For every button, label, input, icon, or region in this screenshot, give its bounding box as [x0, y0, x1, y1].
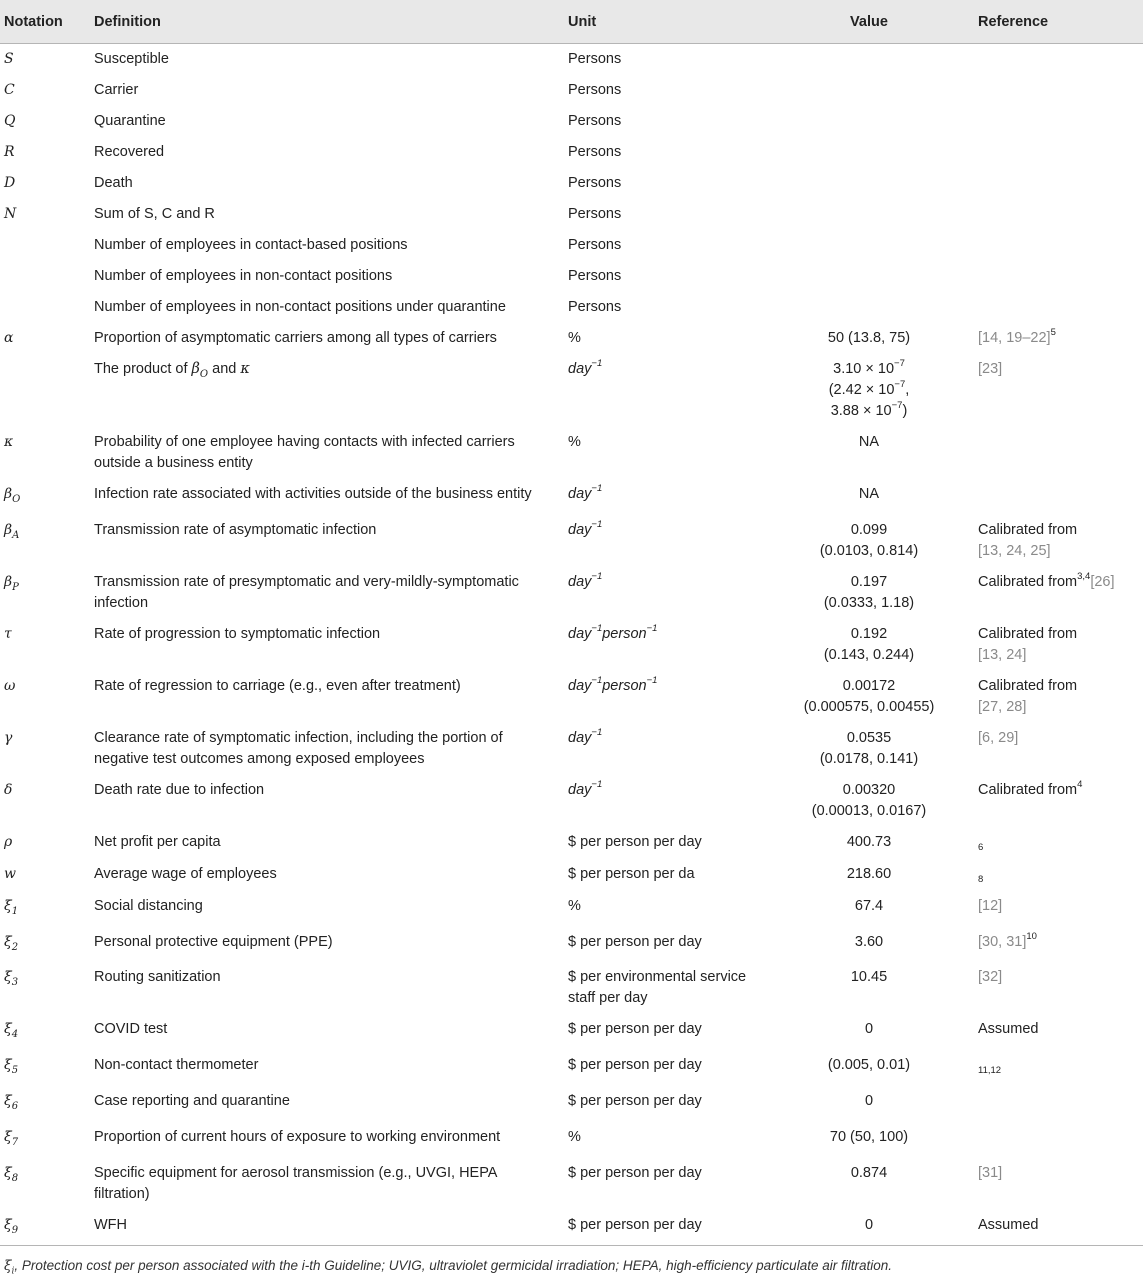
table-footnote	[0, 1246, 1143, 1277]
cell-definition: Probability of one employee having contacts with infected carriers outside a business entity	[94, 434, 515, 471]
cell-notation: $\xi_6$	[4, 1092, 19, 1112]
cell-value	[766, 106, 972, 137]
cell-notation: D	[4, 175, 16, 191]
cell-definition: Clearance rate of symptomatic infection, including the portion of negative test outcomes among exposed employees	[94, 729, 503, 767]
cell-notation: $\beta_P$	[4, 573, 19, 593]
table-row	[0, 292, 1143, 323]
cell-definition: Proportion of current hours of exposure to working environment	[94, 1128, 501, 1145]
cell-definition: Rate of progression to symptomatic infection	[94, 625, 381, 642]
cell-value: 0.00320 (0.00013, 0.0167)	[811, 781, 927, 819]
table-row	[0, 1014, 1143, 1050]
cell-value: NA	[858, 486, 880, 502]
table-row	[0, 962, 1143, 1014]
cell-unit: $ per person per day	[568, 1092, 702, 1109]
cell-value	[766, 75, 972, 106]
cell-definition: Number of employees in contact-based positions	[94, 237, 408, 253]
table-row	[0, 427, 1143, 479]
table-row	[0, 619, 1143, 671]
cell-definition: Carrier	[94, 82, 139, 98]
table-row	[0, 827, 1143, 859]
table-row	[0, 515, 1143, 567]
cell-unit: day$^{-1}$person$^{-1}$	[568, 674, 658, 694]
cell-notation: N	[4, 206, 17, 222]
table-row	[0, 75, 1143, 106]
cell-reference	[972, 137, 1143, 168]
table-row	[0, 671, 1143, 723]
cell-reference: Calibrated from [13, 24, 25]	[978, 521, 1078, 559]
cell-reference	[972, 230, 1143, 261]
header-notation: Notation	[0, 0, 88, 44]
cell-definition: Specific equipment for aerosol transmission (e.g., UVGI, HEPA filtration)	[94, 1164, 497, 1202]
cell-definition: Transmission rate of asymptomatic infection	[94, 521, 377, 538]
table-row	[0, 106, 1143, 137]
cell-unit: $ per person per day	[568, 1021, 702, 1038]
cell-reference: Calibrated from$^{3,4}$[26]	[978, 570, 1115, 590]
table-body	[0, 44, 1143, 1246]
cell-unit: $ per person per day	[568, 933, 702, 950]
cell-reference	[972, 44, 1143, 76]
cell-notation: $\xi_9$	[0, 1210, 88, 1246]
header-definition: Definition	[88, 0, 562, 44]
table-row	[0, 323, 1143, 354]
cell-value: 0	[864, 1092, 874, 1109]
table-row	[0, 891, 1143, 927]
cell-reference	[972, 168, 1143, 199]
table-row	[0, 859, 1143, 891]
cell-unit: day$^{-1}$	[568, 726, 603, 746]
cell-definition: Social distancing	[94, 897, 203, 914]
cell-unit: %	[568, 434, 581, 450]
header-unit: Unit	[562, 0, 766, 44]
cell-definition: Case reporting and quarantine	[94, 1092, 290, 1109]
table-row	[0, 1086, 1143, 1122]
cell-reference	[972, 261, 1143, 292]
cell-value: 3.60	[854, 933, 884, 950]
cell-definition: Routing sanitization	[94, 969, 221, 986]
cell-reference: Calibrated from$^4$	[978, 778, 1083, 798]
table-row	[0, 199, 1143, 230]
cell-unit: Persons	[568, 206, 622, 222]
cell-reference: Assumed	[978, 1021, 1039, 1038]
cell-unit: %	[568, 1128, 581, 1145]
cell-notation	[0, 292, 88, 323]
cell-reference: [31]	[978, 1164, 1003, 1181]
table-row	[0, 168, 1143, 199]
cell-notation: C	[4, 82, 15, 98]
cell-unit: day$^{-1}$	[568, 483, 603, 502]
cell-definition: COVID test	[94, 1021, 168, 1038]
header-row	[0, 0, 1143, 44]
cell-definition: Infection rate associated with activities outside of the business entity	[94, 486, 532, 502]
cell-definition: Susceptible	[94, 51, 169, 67]
cell-value: 0.192 (0.143, 0.244)	[823, 625, 915, 663]
cell-definition: The product of $\beta_O$ and κ	[94, 361, 250, 380]
cell-reference: 8	[978, 873, 984, 885]
cell-notation: α	[4, 330, 14, 346]
cell-definition: WFH	[88, 1210, 562, 1246]
table-row	[0, 567, 1143, 619]
cell-notation: $\xi_3$	[4, 969, 19, 989]
cell-notation	[0, 261, 88, 292]
cell-unit: Persons	[568, 51, 622, 67]
cell-value: 0	[766, 1210, 972, 1246]
table-row	[0, 44, 1143, 76]
cell-unit: Persons	[568, 268, 622, 284]
cell-value	[766, 168, 972, 199]
cell-notation: γ	[4, 729, 13, 746]
cell-unit: Persons	[568, 299, 622, 315]
cell-value: 50 (13.8, 75)	[827, 330, 911, 346]
cell-reference: Assumed	[972, 1210, 1143, 1246]
cell-notation: Q	[4, 113, 16, 129]
cell-value: (0.005, 0.01)	[827, 1057, 911, 1074]
cell-reference: [23]	[978, 361, 1003, 377]
cell-reference	[972, 106, 1143, 137]
table-row	[0, 1210, 1143, 1246]
cell-unit: $ per person per day	[568, 1164, 702, 1181]
cell-value	[766, 199, 972, 230]
cell-reference: Calibrated from [27, 28]	[978, 677, 1078, 715]
cell-reference	[972, 199, 1143, 230]
cell-definition: Death	[94, 175, 133, 191]
cell-unit: Persons	[568, 82, 622, 98]
cell-value: 10.45	[850, 969, 888, 986]
cell-reference	[972, 292, 1143, 323]
cell-notation	[0, 230, 88, 261]
cell-reference: 11,12	[978, 1065, 1002, 1077]
cell-definition: Proportion of asymptomatic carriers among all types of carriers	[94, 330, 497, 346]
cell-definition: Rate of regression to carriage (e.g., even after treatment)	[94, 677, 461, 694]
table-row	[0, 927, 1143, 963]
cell-definition: Recovered	[94, 144, 165, 160]
table-row	[0, 1122, 1143, 1158]
cell-unit: day$^{-1}$	[568, 570, 603, 590]
cell-reference: 6	[978, 841, 984, 853]
table-row	[0, 775, 1143, 827]
cell-reference	[972, 75, 1143, 106]
table-row	[0, 261, 1143, 292]
cell-unit: $ per person per day	[562, 1210, 766, 1246]
cell-reference: [14, 19–22]$^5$	[978, 327, 1056, 346]
table-row	[0, 479, 1143, 515]
cell-notation: $\xi_4$	[4, 1021, 19, 1041]
cell-reference: [32]	[978, 969, 1003, 986]
footnote-text: $\xi_i$, Protection cost per person associated with the i-th Guideline; UVIG, ultraviolet germicidal irradiation; HEPA, high-efficiency particulate air filtration.	[4, 1258, 892, 1277]
cell-value: 400.73	[846, 833, 892, 850]
cell-unit: $ per person per day	[568, 833, 702, 850]
cell-value: 0.00172 (0.000575, 0.00455)	[803, 677, 935, 715]
cell-unit: day$^{-1}$	[568, 358, 603, 377]
cell-definition: Quarantine	[94, 113, 166, 129]
table-row	[0, 230, 1143, 261]
table-row	[0, 723, 1143, 775]
table-row	[0, 137, 1143, 168]
cell-value: $3.10 \times 10^{-7}$ ($2.42 \times 10^{-7}$, $3.88 \times 10^{-7}$)	[828, 358, 910, 419]
cell-value: 0.197 (0.0333, 1.18)	[823, 573, 915, 611]
cell-reference	[972, 1086, 1143, 1122]
header-value: Value	[766, 0, 972, 44]
cell-value: 0.099 (0.0103, 0.814)	[819, 521, 919, 559]
cell-notation: $\xi_8$	[4, 1164, 19, 1184]
cell-unit: %	[568, 897, 581, 914]
cell-definition: Sum of S, C and R	[94, 206, 215, 222]
cell-definition: Number of employees in non-contact positions	[94, 268, 393, 284]
table-row	[0, 354, 1143, 427]
cell-notation: w	[4, 865, 16, 882]
header-reference: Reference	[972, 0, 1143, 44]
table-row	[0, 1050, 1143, 1086]
cell-reference: [6, 29]	[978, 729, 1019, 746]
cell-value	[766, 44, 972, 76]
cell-notation: S	[4, 51, 14, 67]
cell-definition: Non-contact thermometer	[94, 1057, 259, 1074]
cell-value: 218.60	[846, 865, 892, 882]
cell-notation: $\xi_1$	[4, 897, 19, 917]
cell-definition: Death rate due to infection	[94, 781, 265, 798]
cell-value	[766, 137, 972, 168]
cell-definition: Personal protective equipment (PPE)	[94, 933, 333, 950]
cell-unit: $ per person per da	[568, 865, 695, 882]
table-header	[0, 0, 1143, 44]
cell-reference	[972, 479, 1143, 515]
cell-notation	[0, 354, 88, 427]
cell-value: 67.4	[854, 897, 884, 914]
cell-value: 70 (50, 100)	[829, 1128, 909, 1145]
cell-value: 0	[864, 1021, 874, 1038]
cell-notation: $\xi_5$	[4, 1057, 19, 1076]
cell-value: 0.0535 (0.0178, 0.141)	[819, 729, 919, 767]
cell-notation: ω	[4, 677, 16, 694]
cell-unit: day$^{-1}$	[568, 518, 603, 538]
cell-value: NA	[858, 434, 880, 450]
cell-notation: $\xi_7$	[4, 1128, 19, 1148]
cell-unit: Persons	[568, 144, 622, 160]
cell-value	[766, 230, 972, 261]
cell-notation: τ	[4, 625, 12, 642]
cell-notation: $\beta_A$	[4, 521, 20, 541]
cell-reference	[972, 427, 1143, 479]
cell-definition: Transmission rate of presymptomatic and very-mildly-symptomatic infection	[94, 573, 519, 611]
cell-unit: $ per person per day	[568, 1057, 702, 1074]
cell-notation: $\xi_2$	[4, 933, 19, 953]
cell-definition: Net profit per capita	[94, 833, 221, 850]
cell-unit: $ per environmental service staff per day	[568, 969, 747, 1007]
cell-reference	[972, 1122, 1143, 1158]
cell-value	[766, 292, 972, 323]
cell-notation: $\beta_O$	[4, 486, 21, 505]
cell-reference: [12]	[978, 897, 1003, 914]
cell-unit: %	[568, 330, 581, 346]
cell-unit: day$^{-1}$	[568, 778, 603, 798]
cell-reference: Calibrated from [13, 24]	[978, 625, 1078, 663]
cell-notation: R	[4, 144, 15, 160]
cell-reference: [30, 31]$^{10}$	[978, 930, 1037, 950]
cell-unit: day$^{-1}$person$^{-1}$	[568, 622, 658, 642]
table-row	[0, 1158, 1143, 1210]
cell-value: 0.874	[850, 1164, 888, 1181]
cell-notation: δ	[4, 781, 13, 798]
cell-definition: Number of employees in non-contact positions under quarantine	[94, 299, 506, 315]
cell-unit: Persons	[568, 175, 622, 191]
cell-unit: Persons	[568, 237, 622, 253]
cell-definition: Average wage of employees	[94, 865, 277, 882]
cell-value	[766, 261, 972, 292]
cell-unit: Persons	[568, 113, 622, 129]
cell-notation: ρ	[4, 833, 13, 850]
cell-notation: κ	[4, 434, 14, 450]
